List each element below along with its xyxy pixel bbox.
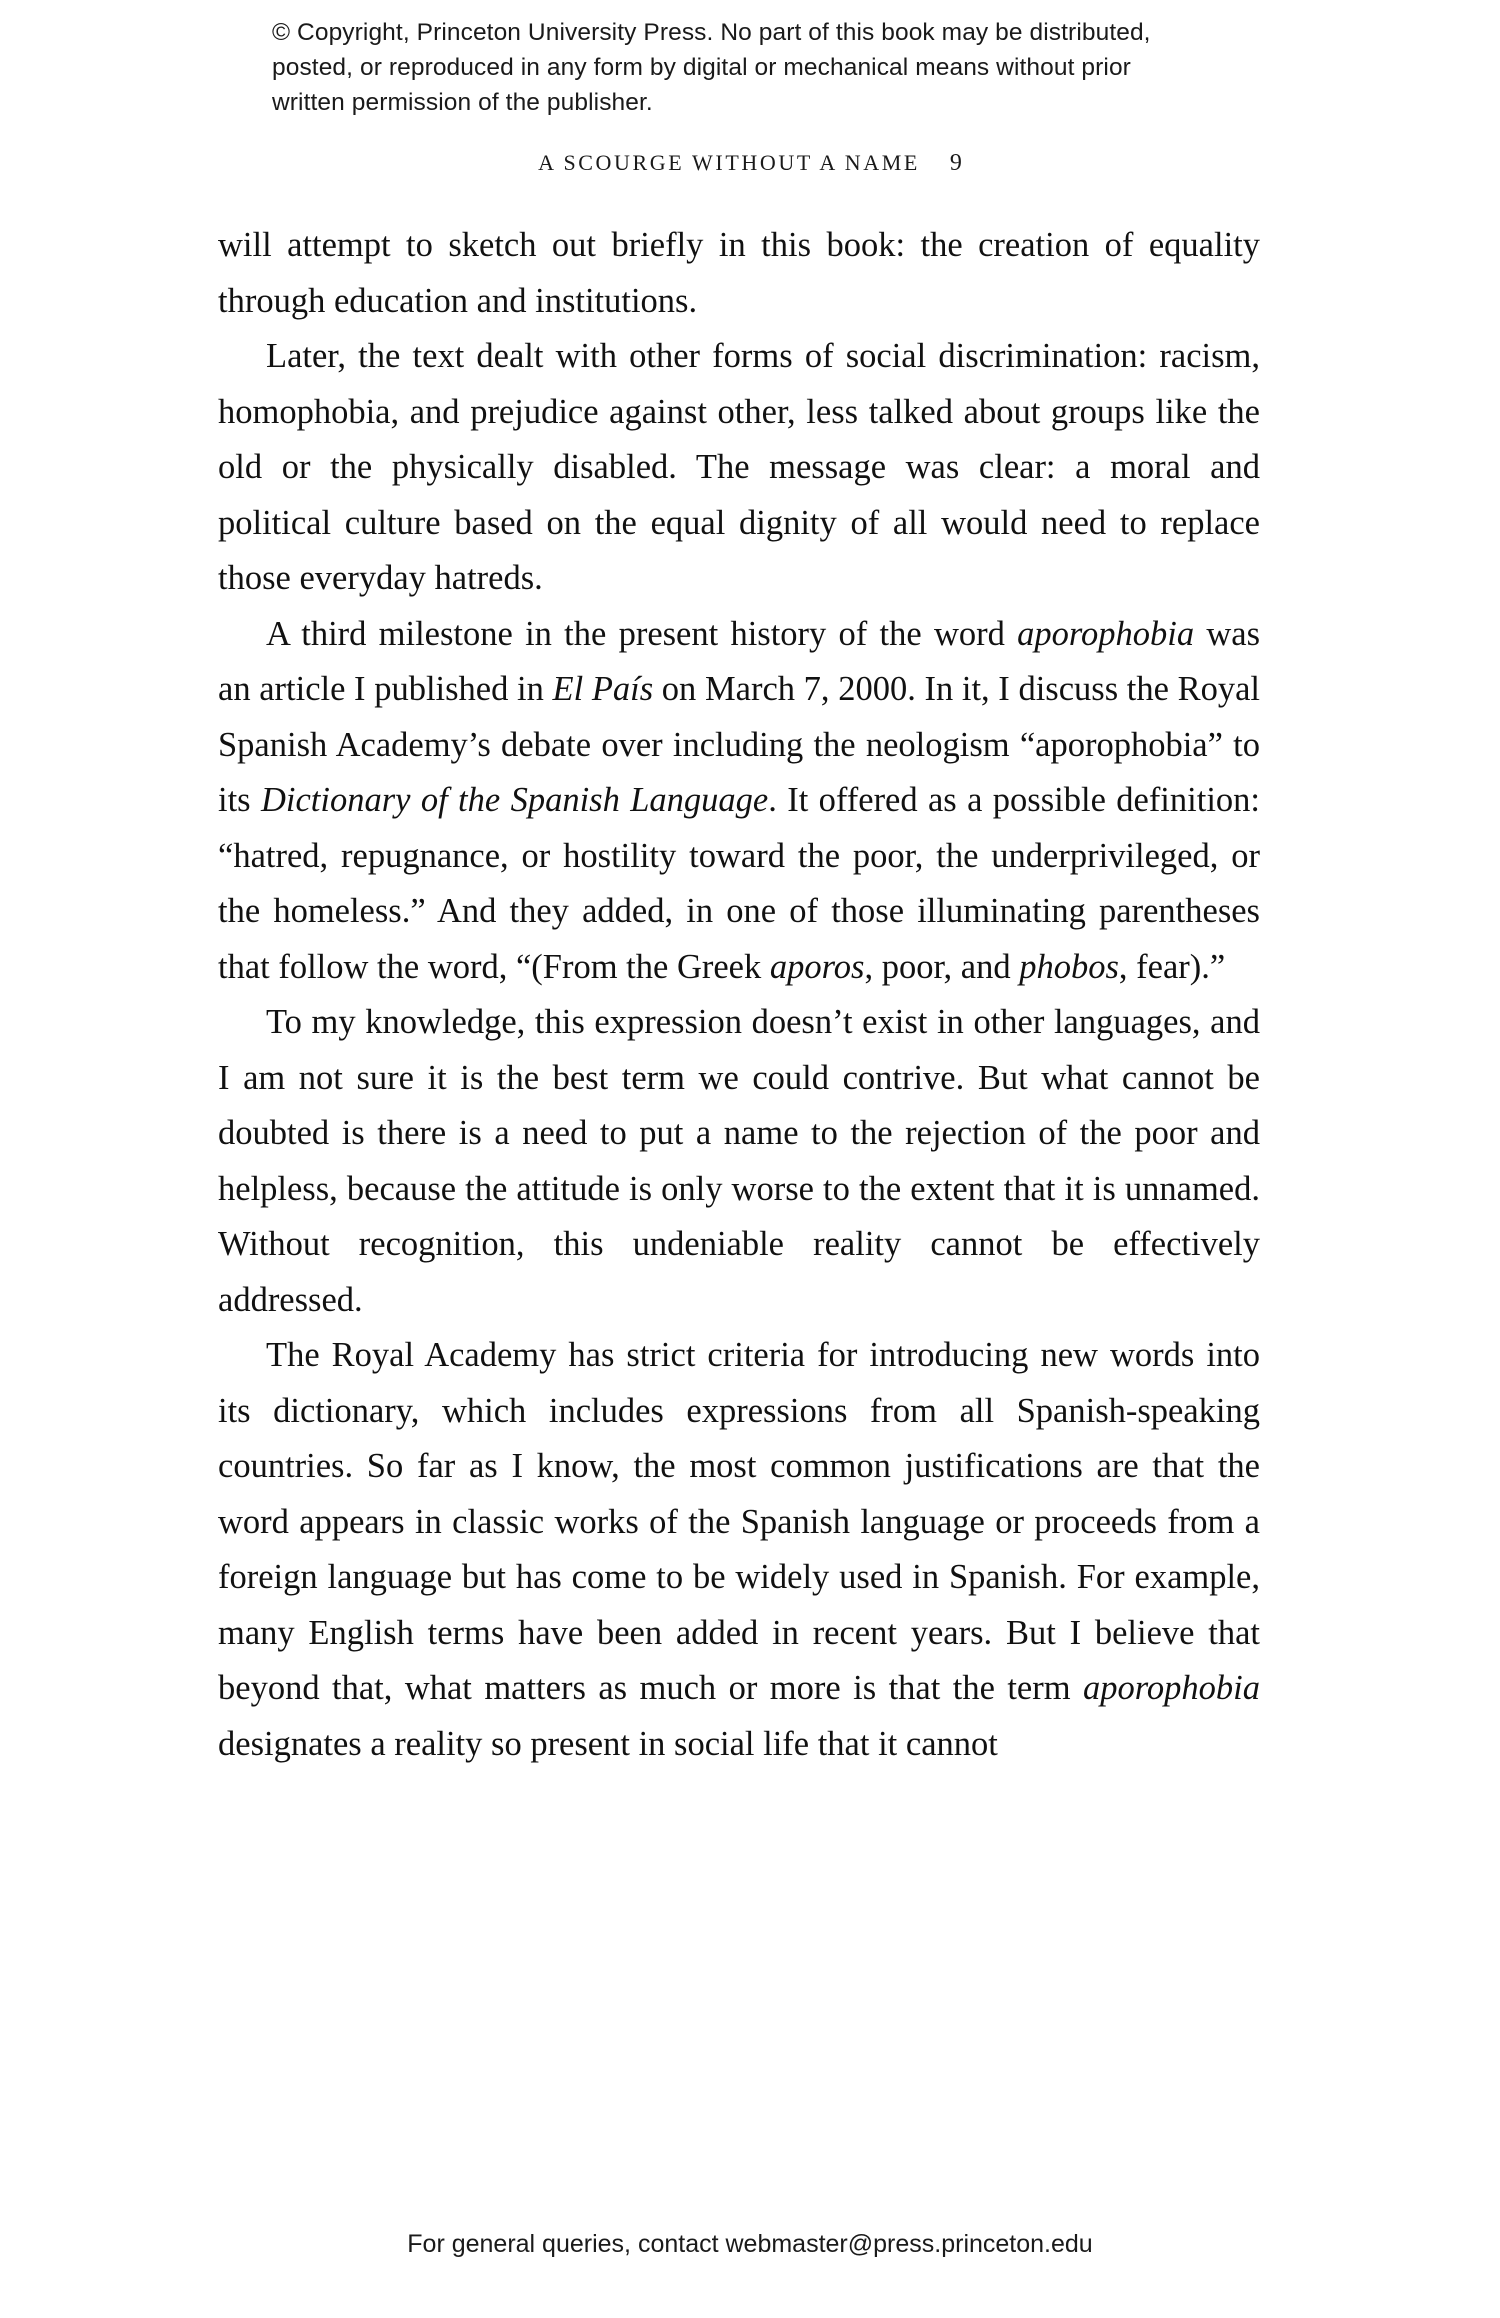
copyright-notice: © Copyright, Princeton University Press. No part of this book may be distributed, posted, or reproduced in any form by digital or mechanical means without prior written permission of the publisher. xyxy=(272,19,1151,116)
text-run: , poor, and xyxy=(864,947,1020,986)
text-run: To my knowledge, this expression doesn’t exist in other languages, and I am not sure it is the best term we could contrive. But what cannot be doubted is there is a need to put a name to the rejection of the poor and helpless, because the attitude is only worse to the extent that it is unnamed. Without recognition, this undeniable reality cannot be effectively addressed. xyxy=(218,1003,1260,1319)
text-run: on March 7, 2000. In it, I discuss the Royal Spanish Academy’s debate over including the neologism “aporophobia” to its xyxy=(218,670,1260,819)
italic-text-run: El País xyxy=(552,670,654,708)
italic-text-run: phobos xyxy=(1019,947,1119,986)
text-run: , fear).” xyxy=(1118,947,1226,986)
body-paragraph xyxy=(218,607,1260,996)
running-head-title: A SCOURGE WITHOUT A NAME xyxy=(538,150,920,175)
text-run: designates a reality so present in social life that it cannot xyxy=(218,1724,998,1763)
text-run: Later, the text dealt with other forms of social discrimination: racism, homophobia, and prejudice against other, less talked about groups like the old or the physically disabled. The message was clear: a moral and political culture based on the equal dignity of all would need to replace those everyday hatreds. xyxy=(218,337,1260,597)
text-run: will attempt to sketch out briefly in this book: the creation of equality through education and institutions. xyxy=(218,226,1260,320)
italic-text-run: aporophobia xyxy=(1083,1669,1260,1707)
italic-text-run: aporos xyxy=(769,947,865,986)
running-head xyxy=(0,150,1500,177)
page-number: 9 xyxy=(949,150,962,176)
footer-note: For general queries, contact webmaster@press.princeton.edu xyxy=(407,2230,1093,2258)
text-run: . It offered as a possible definition: “hatred, repugnance, or hostility toward the poor, the underprivileged, or the homeless.” And they added, in one of those illuminating parentheses that follow the word, “(From the Greek xyxy=(218,781,1260,986)
body-paragraph xyxy=(218,218,1260,329)
text-run: A third milestone in the present history of the word xyxy=(266,614,1018,653)
text-run: The Royal Academy has strict criteria for introducing new words into its dictionary, which includes expressions from all Spanish-speaking countries. So far as I know, the most common justifications are that the word appears in classic works of the Spanish language or proceeds from a foreign language but has come to be widely used in Spanish. For example, many English terms have been added in recent years. But I believe that beyond that, what matters as much or more is that the term xyxy=(218,1336,1260,1707)
italic-text-run: Dictionary of the Spanish Language xyxy=(260,781,769,819)
italic-text-run: aporophobia xyxy=(1017,614,1195,653)
body-text-column xyxy=(218,218,1260,1772)
body-paragraph xyxy=(218,1328,1260,1772)
text-run: was an article I published in xyxy=(218,614,1261,708)
body-paragraph xyxy=(218,329,1260,607)
body-paragraph xyxy=(218,995,1260,1328)
